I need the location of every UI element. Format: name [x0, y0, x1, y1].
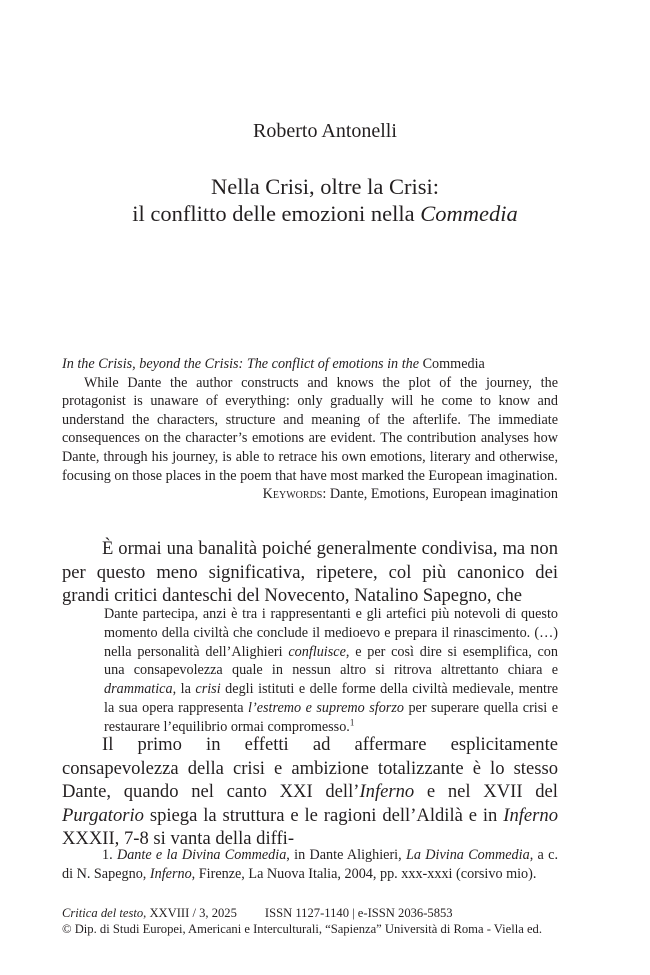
title-commedia: Commedia [420, 201, 518, 226]
para2-span: e nel XVII del [414, 781, 558, 803]
para2-italic: Inferno [503, 804, 558, 826]
quote-span: Dante partecipa, anzi è tra i rappresentanti e gli artefici più notevoli di questo momento della civiltà che conclude il medioevo e prepara il rinascimento. (…) nella personalità dell’Alighieri [104, 606, 558, 660]
quote-italic: crisi [195, 681, 221, 698]
issn: ISSN 1127-1140 | e-ISSN 2036-5853 [264, 906, 453, 920]
footnote-span: , in Dante Alighieri, [286, 847, 406, 863]
title-line-1: Nella Crisi, oltre la Crisi: [210, 174, 440, 199]
quote-span: degli istituti e delle forme della civiltà medievale, mentre la sua opera rappresenta [104, 681, 558, 716]
journal-issue: , XXVIII / 3, 2025 [143, 906, 237, 920]
quote-span: , la [172, 681, 196, 698]
para2-span: Il primo in effetti ad affermare esplicitamente consapevolezza della crisi e ambizione totalizzante è lo stesso Dante, quando nel canto XXI dell’ [62, 734, 558, 803]
quote-text [104, 605, 558, 737]
footnote [62, 846, 558, 884]
footnote-text [62, 846, 558, 884]
article-title [0, 173, 650, 227]
abstract-text: While Dante the author constructs and knows the plot of the journey, the protagonist is unaware of everything: only gradually will he come to know and understand the characters, structure and meaning of the afterlife. The immediate consequences on the character’s emotions are evident. The contribution analyses how Dante, through his journey, is able to retrace his own emotions, literary and otherwise, focusing on those places in the poem that have most marked the European imagination. [62, 374, 558, 484]
paragraph-1-text: È ormai una banalità poiché generalmente condivisa, ma non per questo meno significativa, ripetere, col più canonico dei grandi critici danteschi del Novecento, Natalino Sapegno, che [62, 538, 558, 607]
para2-span: XXXII, 7-8 si vanta della diffi- [62, 828, 295, 850]
footnote-italic: Inferno [149, 866, 192, 882]
keywords-list: : Dante, Emotions, European imagination [322, 486, 558, 503]
quote-span: per superare quella crisi e restaurare l’equilibrio ormai compromesso. [104, 699, 558, 735]
abstract-title [62, 355, 558, 374]
quote-italic: l’estremo e supremo sforzo [248, 699, 404, 716]
footnote-italic: La Divina Commedia [405, 847, 530, 863]
footnote-span: , Firenze, La Nuova Italia, 2004, pp. xxx-xxxi (corsivo mio). [191, 866, 537, 882]
quote-italic: drammatica [104, 681, 173, 698]
para2-italic: Inferno [359, 781, 415, 803]
page-footer [62, 905, 558, 937]
abstract-title-italic: In the Crisis, beyond the Crisis: The conflict of emotions in the [62, 356, 420, 372]
quote-span: , e per così dire si esemplifica, con una consapevolezza quale in nessun altro si ritrova altrettanto chiara e [104, 643, 558, 679]
footnote-ref[interactable]: 1 [349, 717, 355, 728]
quote-italic: confluisce [288, 643, 346, 660]
abstract [62, 355, 558, 504]
keywords-label: Keywords [262, 486, 323, 503]
block-quote [104, 605, 558, 737]
para2-span: spiega la struttura e le ragioni dell’Aldilà e in [143, 804, 504, 826]
keywords [62, 485, 558, 504]
footer-copyright: © Dip. di Studi Europei, Americani e Interculturali, “Sapienza” Università di Roma - Viella ed. [62, 922, 543, 936]
journal-name: Critica del testo [62, 906, 144, 920]
body-paragraph-1 [62, 537, 558, 608]
footer-line-1 [62, 905, 558, 921]
paragraph-2-text [62, 733, 558, 851]
footnote-span: , a c. di N. Sapegno, [62, 847, 558, 882]
author-name: Roberto Antonelli [253, 120, 397, 142]
para2-italic: Purgatorio [62, 804, 144, 826]
abstract-title-roman: Commedia [419, 356, 485, 372]
body-paragraph-2 [62, 733, 558, 851]
title-line-2-text: il conflitto delle emozioni nella [132, 201, 421, 226]
footnote-number: 1. [102, 847, 117, 863]
footnote-italic: Dante e la Divina Commedia [116, 847, 287, 863]
title-line-2 [0, 200, 650, 227]
